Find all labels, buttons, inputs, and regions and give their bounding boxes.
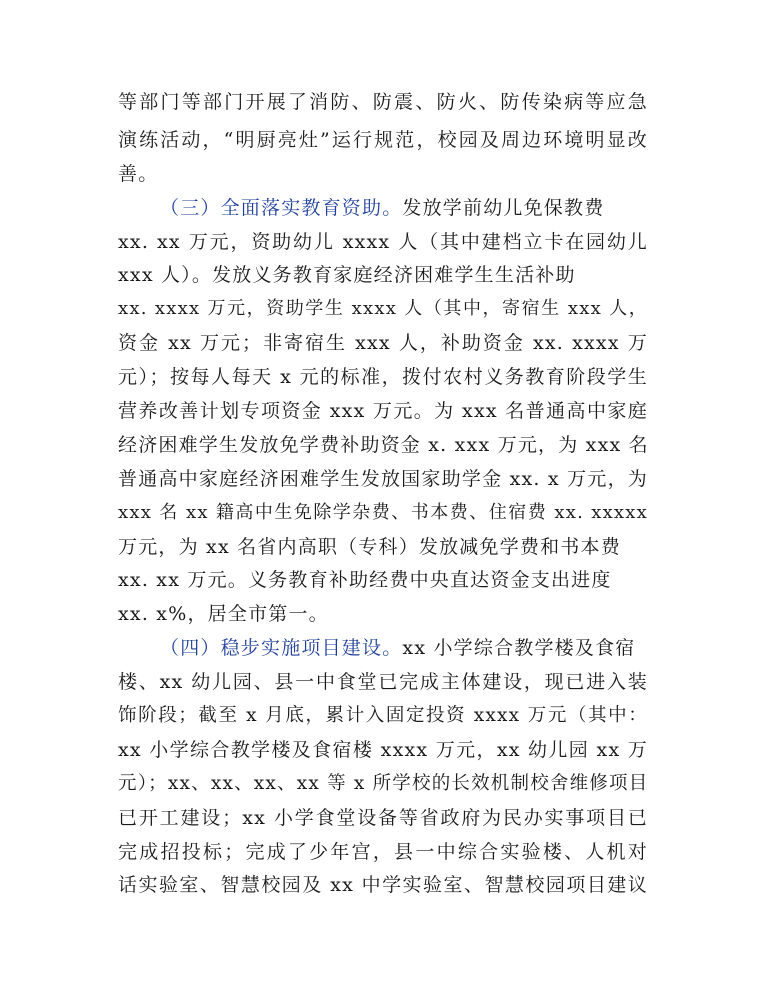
body-text-line: xxx 人）。发放义务教育家庭经济困难学生生活补助	[118, 264, 576, 286]
body-text-line: xx. x%，居全市第一。	[118, 603, 329, 625]
body-text-span: 发放学前幼儿免保教费	[402, 197, 605, 219]
section-four-paragraph-start	[160, 632, 648, 664]
section-heading-three: （三）全面落实教育资助。	[160, 197, 403, 219]
body-text-line: 普通高中家庭经济困难学生发放国家助学金 xx. x 万元，为	[118, 468, 648, 490]
body-text-span: xx 小学综合教学楼及食宿	[402, 637, 636, 659]
body-text-line: 元）；xx、xx、xx、xx 等 x 所学校的长效机制校舍维修项目	[118, 773, 649, 794]
body-text-line: xxx 名 xx 籍高中生免除学杂费、书本费、住宿费 xx. xxxxx	[118, 502, 648, 523]
body-text-line: 元）；按每人每天 x 元的标准，拨付农村义务教育阶段学生	[118, 366, 648, 388]
body-text-line: 饰阶段；截至 x 月底，累计入固定投资 xxxx 万元（其中：	[118, 705, 648, 726]
body-text-line: 楼、xx 幼儿园、县一中食堂已完成主体建设，现已进入装	[118, 671, 648, 693]
body-text-line: 话实验室、智慧校园及 xx 中学实验室、智慧校园项目建议	[118, 874, 648, 896]
body-text-line: 营养改善计划专项资金 xxx 万元。为 xxx 名普通高中家庭	[118, 400, 648, 422]
body-text-line: 万元，为 xx 名省内高职（专科）发放减免学费和书本费	[118, 536, 621, 558]
body-text-line: 完成招投标；完成了少年宫，县一中综合实验楼、人机对	[118, 841, 648, 863]
body-text-line: 演练活动，“明厨亮灶”运行规范，校园及周边环境明显改	[118, 129, 648, 151]
body-text-line: 等部门等部门开展了消防、防震、防火、防传染病等应急	[118, 91, 648, 113]
body-text-line: xx. xxxx 万元，资助学生 xxxx 人（其中，寄宿生 xxx 人，	[118, 298, 648, 319]
body-text-line: 已开工建设；xx 小学食堂设备等省政府为民办实事项目已	[118, 807, 648, 829]
body-text-line: 资金 xx 万元；非寄宿生 xxx 人，补助资金 xx. xxxx 万	[118, 332, 648, 354]
body-text-line: xx 小学综合教学楼及食宿楼 xxxx 万元，xx 幼儿园 xx 万	[118, 739, 648, 761]
body-text-line: xx. xx 万元，资助幼儿 xxxx 人（其中建档立卡在园幼儿	[118, 231, 648, 253]
section-heading-four: （四）稳步实施项目建设。	[160, 637, 403, 659]
section-three-paragraph-start	[160, 192, 648, 224]
body-text-line: xx. xx 万元。义务教育补助经费中央直达资金支出进度	[118, 569, 612, 591]
body-text-line: 善。	[118, 163, 159, 185]
body-text-line: 经济困难学生发放免学费补助资金 x. xxx 万元，为 xxx 名	[118, 434, 649, 456]
